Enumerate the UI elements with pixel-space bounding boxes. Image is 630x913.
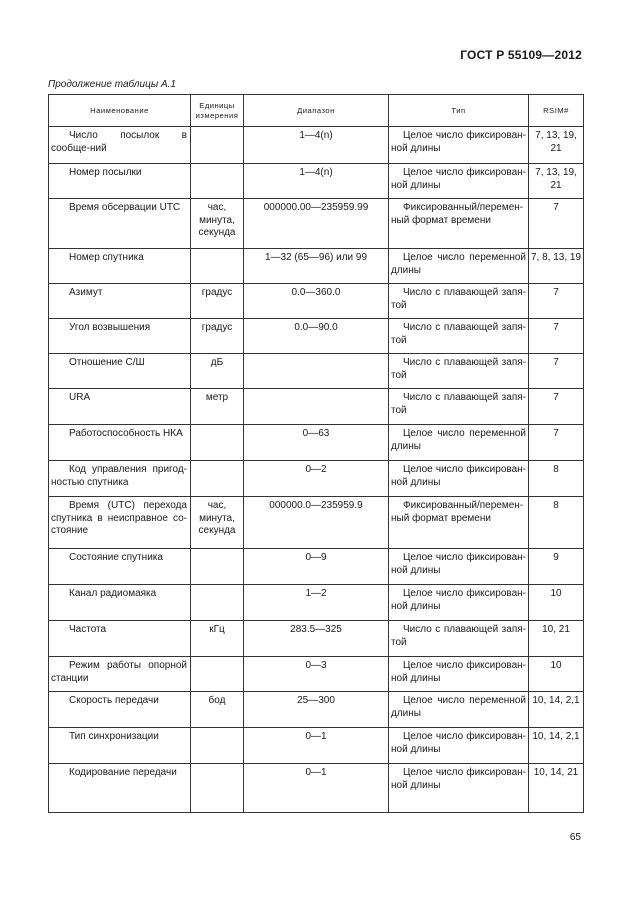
cell-rsim-text: 7, 8, 13, 19 — [530, 252, 582, 263]
cell-name — [49, 425, 191, 461]
table-row — [49, 425, 584, 461]
cell-name-text: Частота — [69, 624, 107, 635]
column-header-name: Наименование — [49, 95, 191, 127]
cell-unit — [191, 127, 244, 164]
cell-name-text: Время (UTC) перехода спутника в неисправное со-стояние — [51, 500, 187, 536]
cell-rsim-text: 7, 13, 19, 21 — [535, 130, 577, 154]
cell-name — [49, 319, 191, 354]
cell-name — [49, 199, 191, 249]
cell-type-text: Целое число фиксирован-ной длины — [391, 767, 526, 791]
cell-name-text: Код управления пригод-ностью спутника — [51, 464, 187, 488]
table-row — [49, 461, 584, 497]
cell-rsim-text: 10, 14, 21 — [533, 767, 579, 778]
cell-rsim-text: 8 — [553, 464, 559, 475]
cell-rsim-text: 10, 21 — [542, 624, 570, 635]
table-row — [49, 354, 584, 389]
cell-range-text: 0—1 — [305, 767, 327, 778]
cell-rsim — [529, 497, 584, 549]
cell-unit — [191, 728, 244, 764]
table-row — [49, 621, 584, 657]
cell-type — [389, 764, 529, 813]
cell-unit — [191, 199, 244, 249]
cell-range-text: 0—1 — [305, 731, 327, 742]
cell-unit-text: час, минута, секунда — [198, 500, 236, 536]
table-row — [49, 199, 584, 249]
cell-name-text: Время обсервации UTC — [69, 202, 181, 213]
cell-rsim-text: 7 — [553, 392, 559, 403]
cell-unit — [191, 692, 244, 728]
cell-range — [244, 284, 389, 319]
cell-rsim — [529, 657, 584, 692]
cell-unit — [191, 764, 244, 813]
cell-name — [49, 728, 191, 764]
cell-range-text: 1—4(n) — [299, 130, 333, 141]
cell-type — [389, 319, 529, 354]
cell-rsim — [529, 389, 584, 425]
cell-range — [244, 549, 389, 585]
cell-name-text: Скорость передачи — [69, 695, 159, 706]
cell-name — [49, 621, 191, 657]
cell-range-text: 25—300 — [297, 695, 335, 706]
cell-name — [49, 284, 191, 319]
cell-name — [49, 549, 191, 585]
cell-range-text: 000000.00—235959.99 — [263, 202, 369, 213]
cell-rsim — [529, 319, 584, 354]
cell-name — [49, 461, 191, 497]
cell-rsim — [529, 425, 584, 461]
cell-type — [389, 461, 529, 497]
cell-unit — [191, 461, 244, 497]
cell-unit — [191, 497, 244, 549]
table-row — [49, 585, 584, 621]
cell-type — [389, 249, 529, 284]
cell-rsim — [529, 127, 584, 164]
cell-range-text: 0—9 — [305, 552, 327, 563]
cell-unit — [191, 549, 244, 585]
cell-name-text: Число посылок в сообще-ний — [51, 130, 187, 154]
cell-rsim — [529, 199, 584, 249]
cell-rsim-text: 10, 14, 2,1 — [532, 731, 580, 742]
table-row — [49, 657, 584, 692]
cell-rsim — [529, 549, 584, 585]
table-row — [49, 692, 584, 728]
cell-unit — [191, 319, 244, 354]
cell-name-text: Азимут — [69, 287, 103, 298]
cell-type-text: Число с плавающей запя-той — [391, 392, 526, 416]
cell-type-text: Число с плавающей запя-той — [391, 624, 526, 648]
cell-type — [389, 164, 529, 199]
cell-type — [389, 284, 529, 319]
cell-range-text: 1—32 (65—96) или 99 — [264, 252, 368, 263]
cell-range — [244, 657, 389, 692]
table-row — [49, 127, 584, 164]
cell-name — [49, 127, 191, 164]
cell-range — [244, 621, 389, 657]
cell-type-text: Число с плавающей запя-той — [391, 322, 526, 346]
cell-type-text: Целое число фиксирован-ной длины — [391, 588, 526, 612]
table-row — [49, 389, 584, 425]
cell-rsim-text: 7 — [553, 287, 559, 298]
cell-range-text: 0.0—90.0 — [294, 322, 338, 333]
cell-rsim-text: 10 — [550, 660, 562, 671]
cell-range-text: 1—4(n) — [299, 167, 333, 178]
cell-name — [49, 389, 191, 425]
cell-type — [389, 692, 529, 728]
cell-type-text: Фиксированный/перемен-ный формат времени — [391, 202, 524, 226]
cell-unit — [191, 164, 244, 199]
cell-unit-text: градус — [201, 322, 233, 333]
cell-unit — [191, 657, 244, 692]
cell-rsim-text: 7 — [553, 357, 559, 368]
cell-unit — [191, 389, 244, 425]
cell-type-text: Целое число фиксирован-ной длины — [391, 464, 526, 488]
cell-range-text: 283.5—325 — [290, 624, 342, 635]
cell-type-text: Число с плавающей запя-той — [391, 287, 526, 311]
cell-rsim — [529, 249, 584, 284]
cell-name-text: Канал радиомаяка — [69, 588, 157, 599]
cell-range — [244, 461, 389, 497]
cell-rsim-text: 8 — [553, 500, 559, 511]
cell-name — [49, 657, 191, 692]
cell-range-text: 0—63 — [302, 428, 330, 439]
parameters-table — [48, 94, 584, 813]
cell-name-text: Тип синхронизации — [69, 731, 159, 742]
cell-name-text: Кодирование передачи — [69, 767, 177, 778]
cell-rsim-text: 7 — [553, 322, 559, 333]
cell-type — [389, 354, 529, 389]
cell-name — [49, 585, 191, 621]
cell-range — [244, 425, 389, 461]
cell-rsim-text: 10, 14, 2,1 — [532, 695, 580, 706]
table-row — [49, 164, 584, 199]
cell-rsim — [529, 585, 584, 621]
cell-range — [244, 249, 389, 284]
standard-code: ГОСТ Р 55109—2012 — [460, 48, 582, 62]
table-row — [49, 249, 584, 284]
cell-type — [389, 728, 529, 764]
cell-rsim-text: 7 — [553, 428, 559, 439]
cell-type-text: Целое число переменной длины — [391, 252, 526, 276]
cell-range — [244, 497, 389, 549]
column-header-unit: Единицы измерения — [191, 95, 244, 127]
page-number: 65 — [569, 832, 581, 843]
column-header-type: Тип — [389, 95, 529, 127]
cell-rsim — [529, 692, 584, 728]
cell-name — [49, 692, 191, 728]
table-row — [49, 549, 584, 585]
cell-rsim — [529, 764, 584, 813]
cell-range — [244, 728, 389, 764]
cell-type — [389, 425, 529, 461]
cell-range — [244, 164, 389, 199]
cell-rsim-text: 7, 13, 19, 21 — [535, 167, 577, 191]
cell-name-text: Угол возвышения — [69, 322, 151, 333]
cell-rsim — [529, 164, 584, 199]
cell-name-text: Номер посылки — [69, 167, 142, 178]
cell-type — [389, 199, 529, 249]
cell-type-text: Целое число фиксирован-ной длины — [391, 552, 526, 576]
cell-range — [244, 354, 389, 389]
cell-unit — [191, 585, 244, 621]
cell-unit-text: градус — [201, 287, 233, 298]
cell-range-text: 0—3 — [305, 660, 327, 671]
cell-type-text: Число с плавающей запя-той — [391, 357, 526, 381]
cell-type — [389, 657, 529, 692]
cell-rsim — [529, 354, 584, 389]
cell-unit-text: час, минута, секунда — [198, 202, 236, 238]
cell-rsim — [529, 728, 584, 764]
cell-type-text: Целое число фиксирован-ной длины — [391, 130, 526, 154]
column-header-range: Диапазон — [244, 95, 389, 127]
cell-name-text: Режим работы опорной станции — [51, 660, 187, 684]
cell-unit-text: дБ — [210, 357, 224, 368]
cell-rsim — [529, 461, 584, 497]
table-body — [49, 127, 584, 813]
cell-type — [389, 621, 529, 657]
table-row — [49, 728, 584, 764]
cell-name-text: URA — [69, 392, 91, 403]
cell-type-text: Целое число переменной длины — [391, 695, 526, 719]
cell-rsim-text: 7 — [553, 202, 559, 213]
cell-range — [244, 585, 389, 621]
cell-name-text: Номер спутника — [69, 252, 144, 263]
cell-name-text: Работоспособность НКА — [69, 428, 183, 439]
table-row — [49, 764, 584, 813]
cell-type — [389, 389, 529, 425]
cell-name — [49, 764, 191, 813]
cell-unit-text: метр — [205, 392, 229, 403]
cell-range — [244, 199, 389, 249]
cell-type-text: Целое число переменной длины — [391, 428, 526, 452]
cell-range — [244, 764, 389, 813]
cell-type-text: Целое число фиксирован-ной длины — [391, 167, 526, 191]
cell-name — [49, 249, 191, 284]
cell-type — [389, 549, 529, 585]
cell-type — [389, 127, 529, 164]
cell-unit — [191, 354, 244, 389]
cell-range — [244, 319, 389, 354]
cell-range-text: 000000.0—235959.9 — [269, 500, 363, 511]
cell-unit — [191, 284, 244, 319]
cell-range — [244, 389, 389, 425]
cell-range-text: 1—2 — [305, 588, 327, 599]
table-row — [49, 319, 584, 354]
cell-type — [389, 585, 529, 621]
cell-rsim-text: 9 — [553, 552, 559, 563]
cell-type-text: Целое число фиксирован-ной длины — [391, 731, 526, 755]
cell-type-text: Целое число фиксирован-ной длины — [391, 660, 526, 684]
cell-type-text: Фиксированный/перемен-ный формат времени — [391, 500, 524, 524]
cell-range-text: 0—2 — [305, 464, 327, 475]
table-row — [49, 284, 584, 319]
cell-name — [49, 497, 191, 549]
column-header-rsim: RSIM# — [529, 95, 584, 127]
cell-name-text: Отношение С/Ш — [69, 357, 145, 368]
cell-type — [389, 497, 529, 549]
cell-unit — [191, 425, 244, 461]
cell-range — [244, 127, 389, 164]
table-row — [49, 497, 584, 549]
cell-rsim — [529, 284, 584, 319]
cell-unit — [191, 621, 244, 657]
cell-unit-text: бод — [208, 695, 226, 706]
cell-name — [49, 164, 191, 199]
header-row — [49, 95, 584, 127]
table-header — [49, 95, 584, 127]
cell-unit — [191, 249, 244, 284]
cell-name-text: Состояние спутника — [69, 552, 163, 563]
cell-rsim — [529, 621, 584, 657]
cell-unit-text: кГц — [209, 624, 225, 635]
table-caption: Продолжение таблицы А.1 — [48, 79, 176, 90]
cell-name — [49, 354, 191, 389]
cell-rsim-text: 10 — [550, 588, 562, 599]
cell-range-text: 0.0—360.0 — [291, 287, 341, 298]
cell-range — [244, 692, 389, 728]
